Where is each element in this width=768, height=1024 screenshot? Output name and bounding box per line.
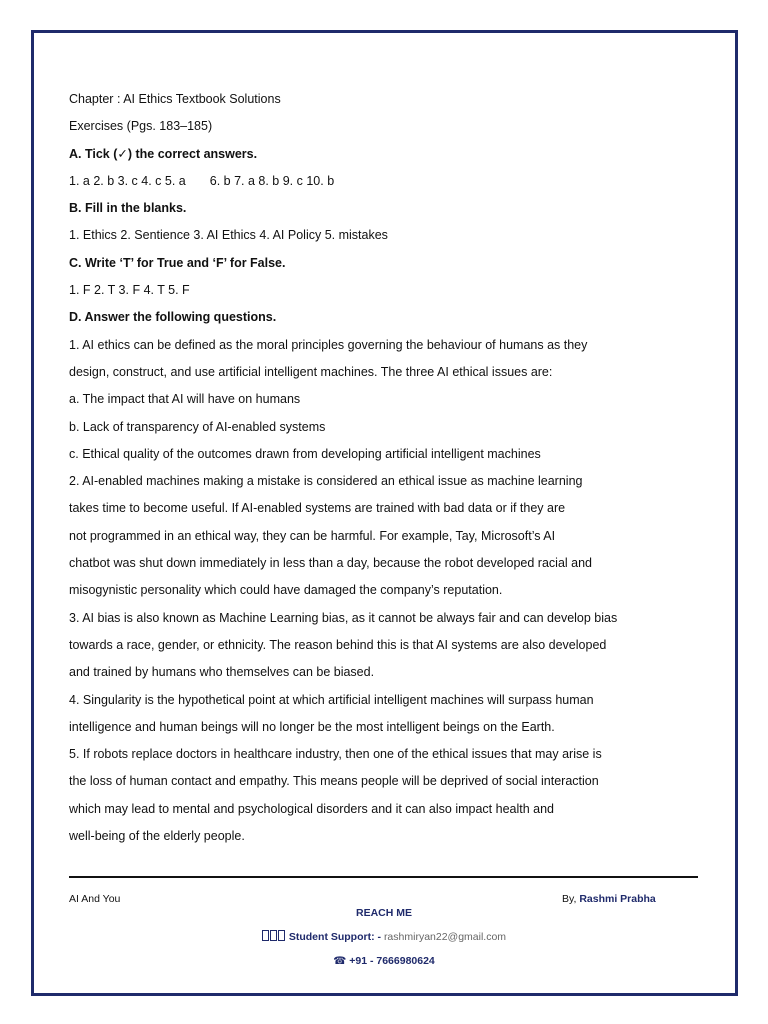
answer-line: c. Ethical quality of the outcomes drawn from developing artificial intelligent machines bbox=[69, 446, 541, 461]
mail-icon bbox=[262, 931, 286, 943]
section-b-heading: B. Fill in the blanks. bbox=[69, 201, 187, 216]
section-a-heading: A. Tick (✓) the correct answers. bbox=[69, 146, 258, 161]
document-body bbox=[69, 86, 669, 850]
phone-icon: ☎ bbox=[333, 955, 347, 967]
answer-line: a. The impact that AI will have on humans bbox=[69, 392, 301, 407]
answer-line: the loss of human contact and empathy. This means people will be deprived of social interaction bbox=[69, 774, 599, 789]
answer-line: 2. AI-enabled machines making a mistake is considered an ethical issue as machine learning bbox=[69, 474, 583, 489]
answer-line: and trained by humans who themselves can be biased. bbox=[69, 665, 375, 680]
section-c-answers: 1. F 2. T 3. F 4. T 5. F bbox=[69, 283, 190, 298]
answer-line: intelligence and human beings will no longer be the most intelligent beings on the Earth. bbox=[69, 719, 555, 734]
by-label: By, bbox=[562, 893, 577, 905]
section-b-answers: 1. Ethics 2. Sentience 3. AI Ethics 4. AI Policy 5. mistakes bbox=[69, 228, 388, 243]
answer-line: which may lead to mental and psychological disorders and it can also impact health and bbox=[69, 801, 554, 816]
author-name: Rashmi Prabha bbox=[579, 893, 656, 905]
phone-contact bbox=[0, 955, 768, 967]
answer-line: 1. AI ethics can be defined as the moral principles governing the behaviour of humans as they bbox=[69, 337, 588, 352]
section-a-answers bbox=[69, 168, 669, 195]
answer-line: chatbot was shut down immediately in less than a day, because the robot developed racial and bbox=[69, 556, 593, 571]
section-a-answers-part1: 1. a 2. b 3. c 4. c 5. a bbox=[69, 173, 186, 188]
footer-divider bbox=[69, 876, 698, 878]
answer-line: 5. If robots replace doctors in healthcare industry, then one of the ethical issues that may arise is bbox=[69, 747, 602, 762]
answer-line: 4. Singularity is the hypothetical point at which artificial intelligent machines will surpass human bbox=[69, 692, 594, 707]
answer-line: takes time to become useful. If AI-enabled systems are trained with bad data or if they are bbox=[69, 501, 566, 516]
support-label: Student Support: - bbox=[288, 931, 382, 943]
exercises-pages: Exercises (Pgs. 183–185) bbox=[69, 119, 213, 134]
student-support bbox=[0, 930, 768, 943]
answer-line: design, construct, and use artificial intelligent machines. The three AI ethical issues are: bbox=[69, 364, 553, 379]
phone-number[interactable]: +91 - 7666980624 bbox=[349, 955, 435, 967]
answer-line: towards a race, gender, or ethnicity. The reason behind this is that AI systems are also developed bbox=[69, 637, 607, 652]
answer-line: 3. AI bias is also known as Machine Learning bias, as it cannot be always fair and can develop bias bbox=[69, 610, 618, 625]
answer-line: misogynistic personality which could have damaged the company’s reputation. bbox=[69, 583, 503, 598]
chapter-title: Chapter : AI Ethics Textbook Solutions bbox=[69, 92, 281, 106]
section-c-heading: C. Write ‘T’ for True and ‘F’ for False. bbox=[69, 255, 286, 270]
answer-line: well-being of the elderly people. bbox=[69, 829, 245, 844]
reach-me-heading: REACH ME bbox=[355, 907, 412, 919]
author-credit bbox=[562, 893, 656, 905]
section-d-heading: D. Answer the following questions. bbox=[69, 310, 277, 325]
section-a-answers-part2: 6. b 7. a 8. b 9. c 10. b bbox=[209, 173, 335, 188]
book-name: AI And You bbox=[69, 893, 121, 905]
answer-line: not programmed in an ethical way, they can be harmful. For example, Tay, Microsoft’s AI bbox=[69, 528, 556, 543]
support-email[interactable]: rashmiryan22@gmail.com bbox=[383, 931, 507, 943]
answer-line: b. Lack of transparency of AI-enabled systems bbox=[69, 419, 326, 434]
